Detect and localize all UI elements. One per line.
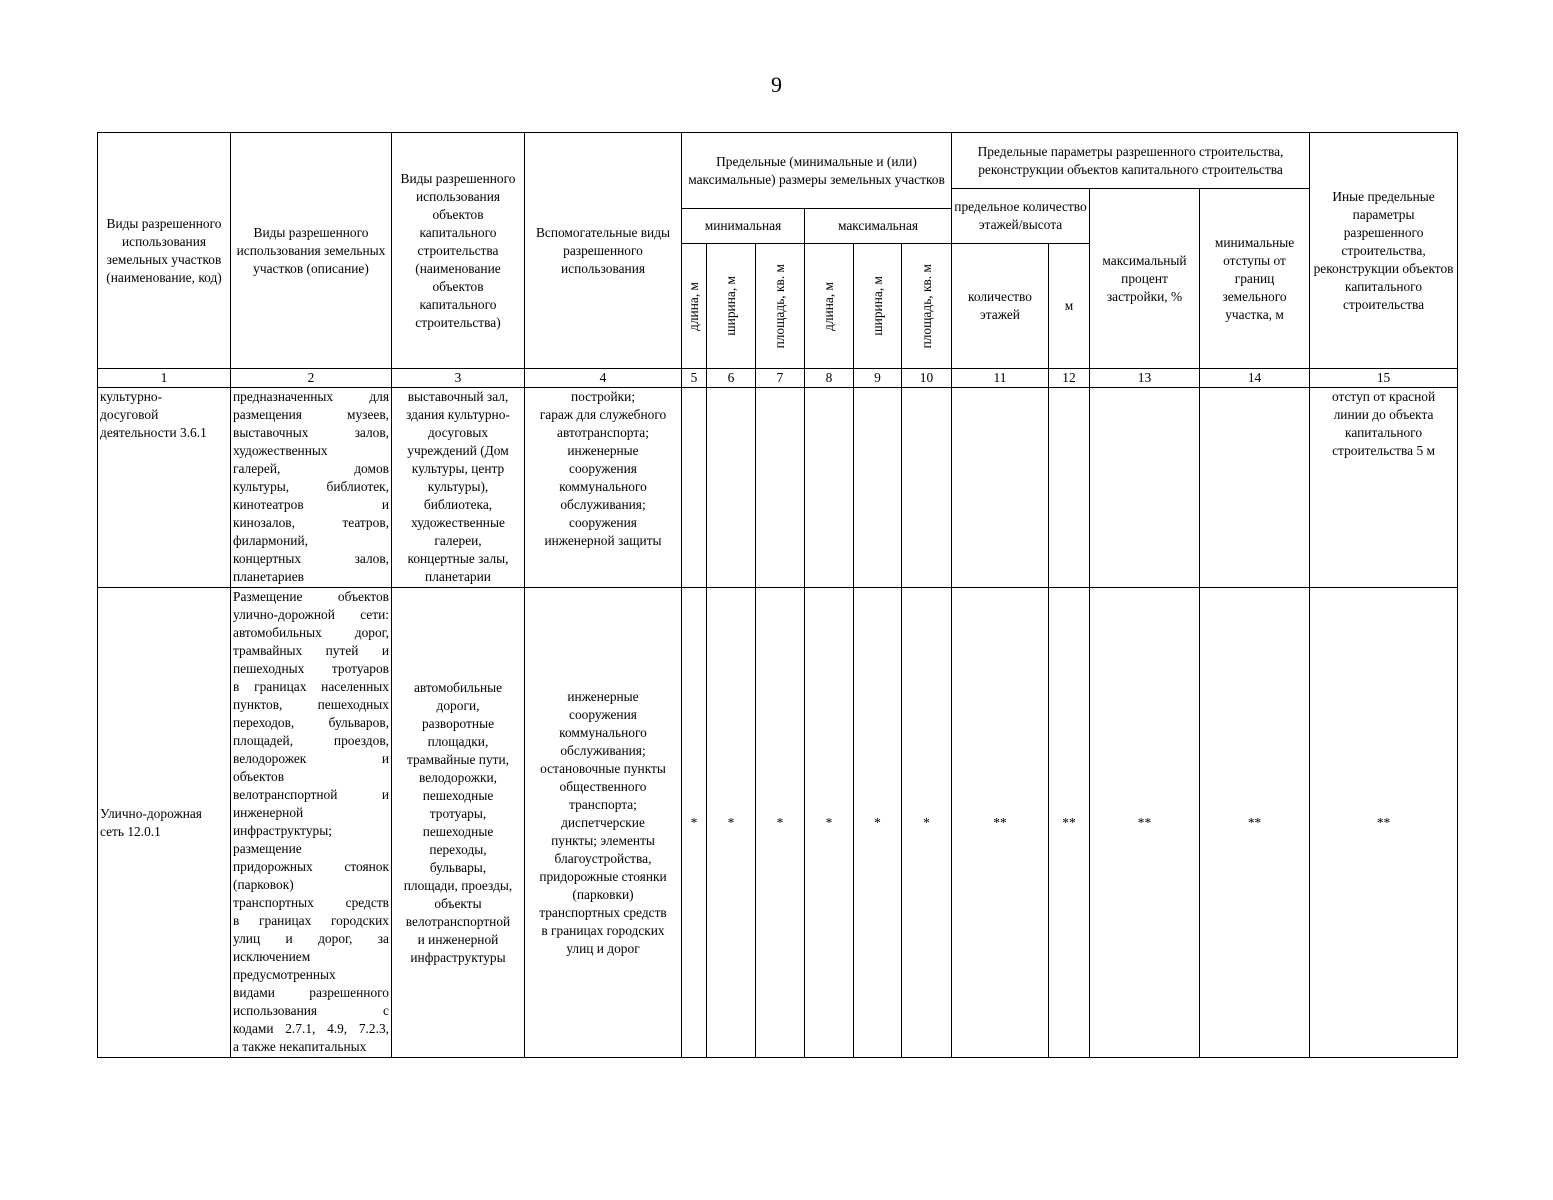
text-line: велодорожки, <box>418 769 497 785</box>
header-col15: Иные предельные параметры разрешенного строительства, реконструкции объектов капитального строительства <box>1310 133 1458 369</box>
column-number: 4 <box>525 369 682 388</box>
header-meters: м <box>1049 244 1090 369</box>
text-line: культуры, центр <box>411 461 505 476</box>
text-line: транспортных средств <box>233 895 389 910</box>
text-line: пунктов, пешеходных <box>233 697 389 712</box>
text-line: инфраструктуры <box>410 949 506 965</box>
row2-floors: ** <box>952 588 1049 1058</box>
text-line: автомобильные <box>413 679 503 695</box>
text-line: предназначенных для <box>233 389 389 404</box>
text-line: (парковки) <box>572 886 634 902</box>
text-line: площадей, проездов, <box>233 733 389 748</box>
text-line: использования с <box>233 1003 389 1018</box>
text-line: галереи, <box>434 533 482 548</box>
text-line: выставочный зал, <box>407 389 509 404</box>
text-line: велотранспортной <box>405 913 511 929</box>
header-col4: Вспомогательные виды разрешенного использования <box>525 133 682 369</box>
row2-meters: ** <box>1049 588 1090 1058</box>
header-col3: Виды разрешенного использования объектов капитального строительства (наименование объектов капитального строительства) <box>392 133 525 369</box>
text-line: общественного <box>559 778 647 794</box>
text-line: коммунального <box>559 479 647 494</box>
text-line: размещение <box>233 841 302 856</box>
text-line: предусмотренных <box>233 967 336 982</box>
text-line: улиц и дорог <box>566 940 640 956</box>
text-line: инженерной <box>233 805 304 820</box>
text-line: улиц и дорог, за <box>233 931 389 946</box>
text-line: тротуары, <box>429 805 487 821</box>
text-line: пешеходные <box>422 823 494 839</box>
text-line: и инженерной <box>417 931 499 947</box>
header-min-width: ширина, м <box>707 244 756 369</box>
text-line: в границах населенных <box>233 679 389 694</box>
column-number: 13 <box>1090 369 1200 388</box>
row2-max-width: * <box>854 588 902 1058</box>
text-line: диспетчерские <box>561 814 645 830</box>
text-line: дороги, <box>436 697 480 713</box>
text-line: капитального <box>1345 425 1423 440</box>
row2-max-length: * <box>805 588 854 1058</box>
text-line: кинозалов, театров, <box>233 515 389 530</box>
column-number: 5 <box>682 369 707 388</box>
text-line: придорожных стоянок <box>233 859 389 874</box>
row1-other-params <box>1310 388 1458 588</box>
text-line: художественных <box>233 443 328 458</box>
header-max-length: длина, м <box>805 244 854 369</box>
column-number: 12 <box>1049 369 1090 388</box>
text-line: инфраструктуры; <box>233 823 332 838</box>
text-line: досуговой <box>100 407 159 422</box>
table-row <box>98 588 1458 1058</box>
regulations-table <box>97 132 1458 1058</box>
text-line: транспортных средств <box>539 904 667 920</box>
header-max-area: площадь, кв. м <box>902 244 952 369</box>
row1-capital-objects <box>392 388 525 588</box>
text-line: размещения музеев, <box>233 407 389 422</box>
text-line: кинотеатров и <box>233 497 389 512</box>
row1-cell-10 <box>902 388 952 588</box>
text-line: видами разрешенного <box>233 985 389 1000</box>
text-line: объекты <box>434 895 482 911</box>
column-numbers-row <box>98 369 1458 388</box>
row1-cell-12 <box>1049 388 1090 588</box>
table-row <box>98 388 1458 588</box>
page-number: 9 <box>771 72 782 97</box>
text-line: отступ от красной <box>1331 389 1436 404</box>
text-line: придорожные стоянки <box>539 868 667 884</box>
text-line: Улично-дорожная <box>100 805 202 821</box>
row1-cell-9 <box>854 388 902 588</box>
text-line: кодами 2.7.1, 4.9, 7.2.3, <box>233 1021 389 1036</box>
text-line: культуры, библиотек, <box>233 479 389 494</box>
text-line: инженерные <box>567 688 639 704</box>
text-line: постройки; <box>570 389 636 404</box>
header-floors: количество этажей <box>952 244 1049 369</box>
header-maximum: максимальная <box>805 209 952 244</box>
text-line: площади, проезды, <box>403 877 513 893</box>
text-line: художественные <box>411 515 505 530</box>
row2-description <box>231 588 392 1058</box>
text-line: остановочные пункты <box>540 760 666 776</box>
row1-cell-5 <box>682 388 707 588</box>
header-minimum: минимальная <box>682 209 805 244</box>
text-line: обслуживания; <box>560 497 646 512</box>
row2-min-width: * <box>707 588 756 1058</box>
text-line: улично-дорожной сети: <box>233 607 389 622</box>
text-line: строительства 5 м <box>1332 443 1435 458</box>
row1-cell-14 <box>1200 388 1310 588</box>
text-line: благоустройства, <box>554 850 652 866</box>
text-line: деятельности 3.6.1 <box>100 425 207 440</box>
text-line: сооружения <box>569 515 637 530</box>
header-min-length: длина, м <box>682 244 707 369</box>
column-number: 11 <box>952 369 1049 388</box>
header-col1: Виды разрешенного использования земельных участков (наименование, код) <box>98 133 231 369</box>
text-line: транспорта; <box>569 796 637 812</box>
text-line: гараж для служебного <box>539 407 667 422</box>
header-build-params: Предельные параметры разрешенного строительства, реконструкции объектов капитального строительства <box>952 133 1310 189</box>
column-number: 1 <box>98 369 231 388</box>
text-line: планетарии <box>425 569 491 584</box>
row2-min-length: * <box>682 588 707 1058</box>
text-line: филармоний, <box>233 533 308 548</box>
text-line: переходы, <box>429 841 487 857</box>
text-line: линии до объекта <box>1333 407 1434 422</box>
text-line: здания культурно- <box>406 407 510 422</box>
text-line: Размещение объектов <box>233 589 389 604</box>
text-line: объектов <box>233 769 285 784</box>
text-line: досуговых <box>427 425 489 440</box>
text-line: площадки, <box>427 733 489 749</box>
text-line: учреждений (Дом <box>407 443 509 458</box>
text-line: культурно- <box>100 389 163 404</box>
row1-cell-6 <box>707 388 756 588</box>
text-line: трамвайные пути, <box>406 751 510 767</box>
text-line: концертных залов, <box>233 551 389 566</box>
column-number: 9 <box>854 369 902 388</box>
text-line: инженерные <box>567 443 639 458</box>
text-line: галерей, домов <box>233 461 389 476</box>
row1-auxiliary-uses <box>525 388 682 588</box>
row1-cell-8 <box>805 388 854 588</box>
row2-other-params: ** <box>1310 588 1458 1058</box>
row2-capital-objects <box>392 588 525 1058</box>
header-plot-sizes: Предельные (минимальные и (или) максимальные) размеры земельных участков <box>682 133 952 209</box>
column-number: 7 <box>756 369 805 388</box>
row2-max-area: * <box>902 588 952 1058</box>
header-max-percent: максимальный процент застройки, % <box>1090 189 1200 369</box>
header-col2: Виды разрешенного использования земельных участков (описание) <box>231 133 392 369</box>
column-number: 6 <box>707 369 756 388</box>
column-number: 14 <box>1200 369 1310 388</box>
text-line: автотранспорта; <box>557 425 649 440</box>
text-line: обслуживания; <box>560 742 646 758</box>
row2-max-percent: ** <box>1090 588 1200 1058</box>
text-line: сооружения <box>569 461 637 476</box>
text-line: планетариев <box>233 569 304 584</box>
text-line: выставочных залов, <box>233 425 389 440</box>
text-line: трамвайных путей и <box>233 643 389 658</box>
row2-min-area: * <box>756 588 805 1058</box>
column-number: 10 <box>902 369 952 388</box>
column-number: 2 <box>231 369 392 388</box>
row1-cell-7 <box>756 388 805 588</box>
text-line: переходов, бульваров, <box>233 715 389 730</box>
text-line: пункты; элементы <box>551 832 655 848</box>
text-line: сеть 12.0.1 <box>100 823 161 839</box>
header-min-area: площадь, кв. м <box>756 244 805 369</box>
text-line: велодорожек и <box>233 751 389 766</box>
text-line: концертные залы, <box>407 551 509 566</box>
text-line: а также некапитальных <box>233 1039 367 1054</box>
text-line: (парковок) <box>233 877 294 892</box>
row1-description <box>231 388 392 588</box>
column-number: 15 <box>1310 369 1458 388</box>
text-line: сооружения <box>569 706 637 722</box>
text-line: разворотные <box>421 715 495 731</box>
text-line: пешеходных тротуаров <box>233 661 389 676</box>
text-line: инженерной защиты <box>544 533 662 548</box>
row1-cell-13 <box>1090 388 1200 588</box>
text-line: пешеходные <box>422 787 494 803</box>
text-line: автомобильных дорог, <box>233 625 389 640</box>
row2-land-use <box>98 588 231 1058</box>
text-line: в границах городских <box>541 922 665 938</box>
column-number: 8 <box>805 369 854 388</box>
text-line: библиотека, <box>423 497 493 512</box>
header-min-setbacks: минимальные отступы от границ земельного участка, м <box>1200 189 1310 369</box>
text-line: исключением <box>233 949 311 964</box>
row1-land-use <box>98 388 231 588</box>
column-number: 3 <box>392 369 525 388</box>
header-floors-height: предельное количество этажей/высота <box>952 189 1090 244</box>
text-line: коммунального <box>559 724 647 740</box>
header-max-width: ширина, м <box>854 244 902 369</box>
text-line: в границах городских <box>233 913 389 928</box>
text-line: культуры), <box>427 479 489 494</box>
text-line: бульвары, <box>429 859 487 875</box>
row2-min-setbacks: ** <box>1200 588 1310 1058</box>
row1-cell-11 <box>952 388 1049 588</box>
text-line: велотранспортной и <box>233 787 389 802</box>
row2-auxiliary-uses <box>525 588 682 1058</box>
